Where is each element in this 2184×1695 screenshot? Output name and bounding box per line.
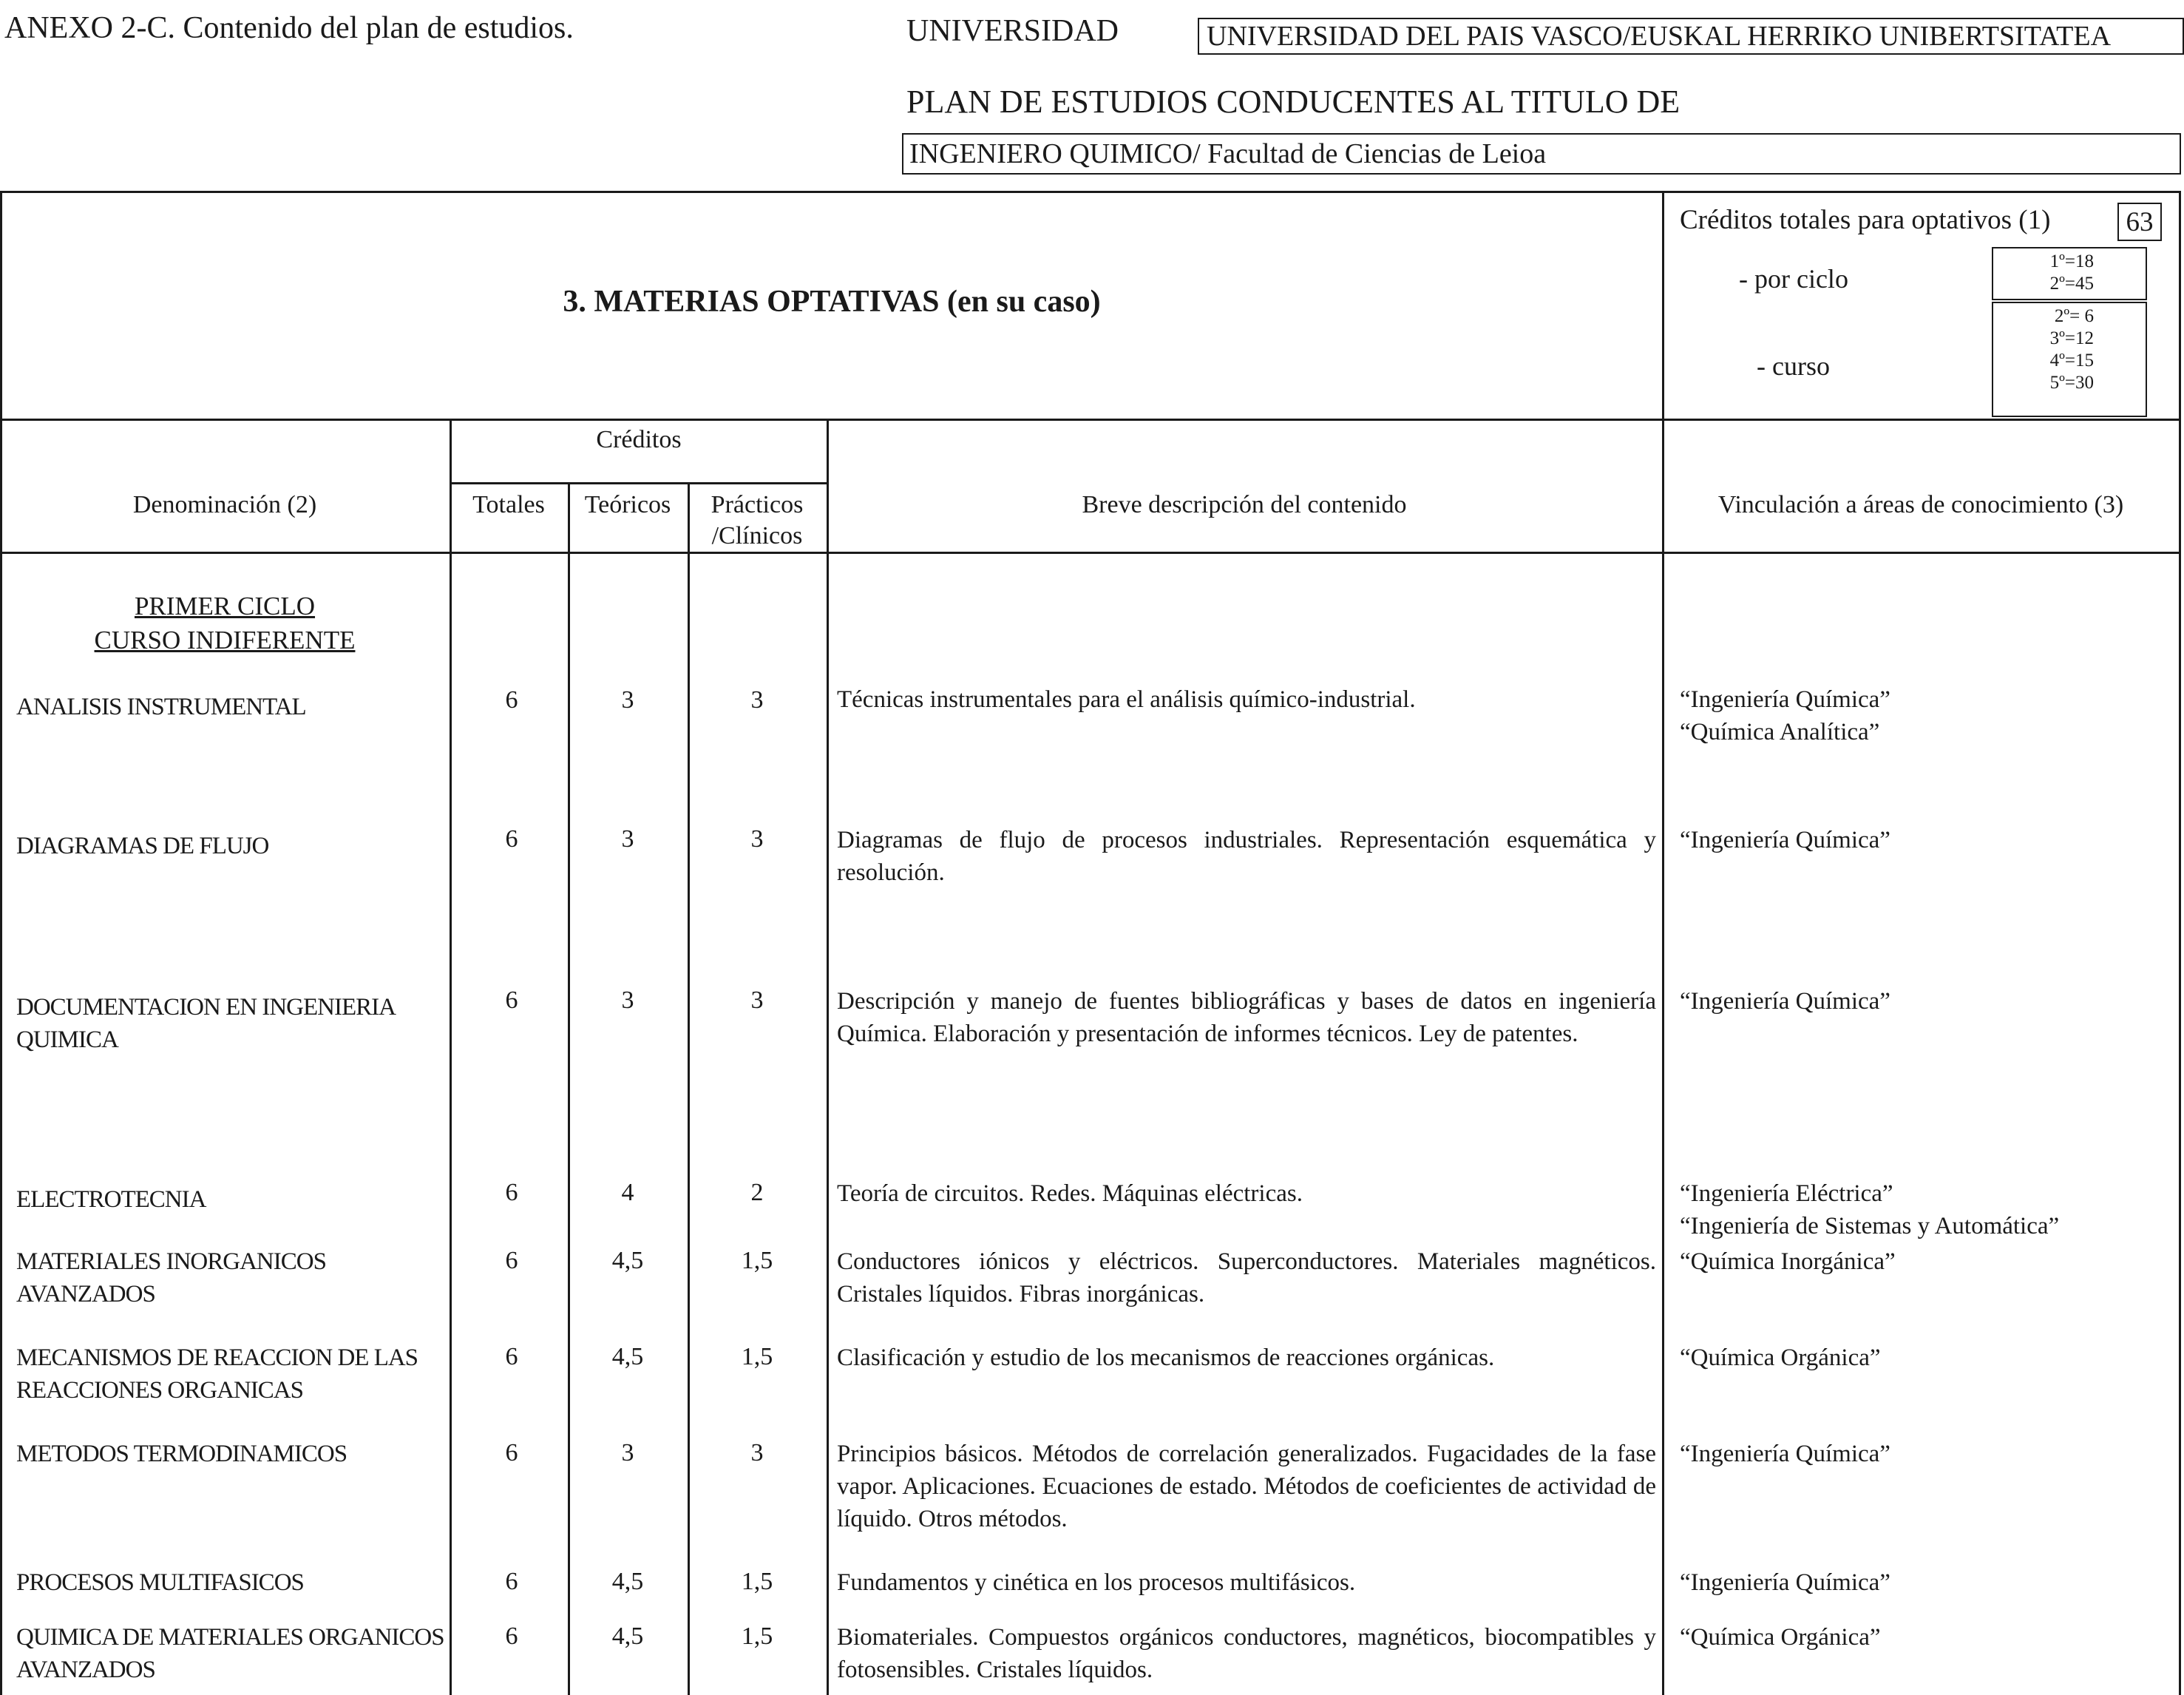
- row-areas: [1680, 1342, 2168, 1374]
- teoricos-col-divider: [568, 482, 570, 1695]
- row-name: ELECTROTECNIA: [16, 1186, 206, 1213]
- row-area: “Ingeniería Eléctrica”: [1680, 1180, 1893, 1207]
- vinculacion-header: Vinculación a áreas de conocimiento (3): [1717, 491, 2124, 518]
- row-totales: 6: [505, 825, 518, 853]
- plan-label: PLAN DE ESTUDIOS CONDUCENTES AL TITULO DE: [906, 84, 1681, 120]
- row-teoricos: 4,5: [611, 1247, 644, 1274]
- per-course-label: - curso: [1757, 351, 1830, 381]
- row-teoricos: 3: [621, 987, 634, 1014]
- row-totales: 6: [505, 987, 518, 1014]
- per-cycle-value: 1º=18: [2049, 251, 2094, 271]
- row-area: “Química Orgánica”: [1680, 1344, 1881, 1371]
- row-teoricos: 4,5: [611, 1623, 644, 1650]
- row-teoricos: 4,5: [611, 1343, 644, 1370]
- row-area: “Química Orgánica”: [1680, 1624, 1881, 1651]
- row-area: “Ingeniería Química”: [1680, 1569, 1890, 1596]
- row-practicos: 3: [750, 1439, 764, 1466]
- section-title: 3. MATERIAS OPTATIVAS (en su caso): [563, 285, 1101, 319]
- row-name: MECANISMOS DE REACCION DE LAS REACCIONES ORGANICAS: [16, 1344, 418, 1404]
- row-descripcion: Diagramas de flujo de procesos industriales. Representación esquemática y resolución.: [837, 827, 1656, 886]
- row-descripcion: Principios básicos. Métodos de correlación generalizados. Fugacidades de la fase vapor. Aplicaciones. Ecuaciones de estado. Métodos de coeficientes de actividad de líquido. Otros métodos.: [837, 1441, 1656, 1532]
- row-totales: 6: [505, 1179, 518, 1206]
- row-practicos: 1,5: [741, 1623, 773, 1650]
- row-totales: 6: [505, 1247, 518, 1274]
- totales-header: Totales: [472, 491, 545, 518]
- row-totales: 6: [505, 1623, 518, 1650]
- row-practicos: 3: [750, 825, 764, 853]
- row-area: “Ingeniería Química”: [1680, 1441, 1890, 1467]
- row-area: “Química Analítica”: [1680, 719, 1880, 745]
- row-teoricos: 3: [621, 686, 634, 714]
- degree-title-value: INGENIERO QUIMICO/ Facultad de Ciencias de Leioa: [902, 133, 2181, 175]
- table-top-border: [0, 191, 2181, 193]
- row-descripcion: Conductores iónicos y eléctricos. Superconductores. Materiales magnéticos. Cristales líquidos. Fibras inorgánicas.: [837, 1248, 1656, 1307]
- per-course-value: 5º=30: [2049, 373, 2094, 393]
- row-areas: [1680, 985, 2168, 1018]
- row-areas: [1680, 1177, 2168, 1242]
- row-areas: [1680, 1245, 2168, 1278]
- row-name: ANALISIS INSTRUMENTAL: [16, 694, 306, 720]
- row-areas: [1680, 1438, 2168, 1470]
- row-areas: [1680, 1566, 2168, 1599]
- university-value: UNIVERSIDAD DEL PAIS VASCO/EUSKAL HERRIKO UNIBERTSITATEA: [1198, 18, 2184, 55]
- row-name: DOCUMENTACION EN INGENIERIA QUIMICA: [16, 994, 395, 1053]
- row-totales: 6: [505, 1343, 518, 1370]
- section-divider: [0, 419, 2181, 421]
- row-descripcion: Descripción y manejo de fuentes bibliográficas y bases de datos en ingeniería Química. Elaboración y presentación de informes técnicos. Ley de patentes.: [837, 988, 1656, 1047]
- annex-title: ANEXO 2-C. Contenido del plan de estudios.: [4, 11, 574, 45]
- row-name: PROCESOS MULTIFASICOS: [16, 1569, 304, 1596]
- cycle-heading: PRIMER CICLO: [134, 592, 316, 620]
- per-cycle-value: 2º=45: [2049, 274, 2094, 294]
- header-bottom-border: [0, 552, 2181, 554]
- row-descripcion: Biomateriales. Compuestos orgánicos conductores, magnéticos, biocompatibles y fotosensibles. Cristales líquidos.: [837, 1624, 1656, 1683]
- row-practicos: 3: [750, 686, 764, 714]
- per-course-value: 3º=12: [2049, 328, 2094, 348]
- descripcion-col-divider: [827, 419, 829, 1695]
- row-areas: [1680, 683, 2168, 748]
- areas-col-divider: [1662, 191, 1664, 1695]
- row-name: DIAGRAMAS DE FLUJO: [16, 833, 269, 859]
- row-practicos: 1,5: [741, 1568, 773, 1595]
- row-practicos: 1,5: [741, 1247, 773, 1274]
- per-cycle-label: - por ciclo: [1739, 264, 1848, 294]
- practicos-header: Prácticos: [711, 491, 804, 518]
- teoricos-header: Teóricos: [584, 491, 671, 518]
- total-credits-label: Créditos totales para optativos (1): [1680, 205, 2051, 235]
- per-course-box: [1992, 302, 2147, 417]
- descripcion-header: Breve descripción del contenido: [1082, 491, 1407, 518]
- total-credits-value: 63: [2117, 203, 2162, 241]
- row-teoricos: 4,5: [611, 1568, 644, 1595]
- creditos-underline: [450, 482, 828, 484]
- course-heading: CURSO INDIFERENTE: [94, 626, 356, 654]
- denominacion-header: Denominación (2): [132, 491, 317, 518]
- creditos-header: Créditos: [596, 426, 682, 453]
- university-label: UNIVERSIDAD: [906, 14, 1119, 48]
- row-descripcion: Técnicas instrumentales para el análisis químico-industrial.: [837, 686, 1416, 713]
- row-teoricos: 3: [621, 825, 634, 853]
- row-descripcion: Teoría de circuitos. Redes. Máquinas eléctricas.: [837, 1180, 1303, 1207]
- row-name: METODOS TERMODINAMICOS: [16, 1441, 347, 1467]
- row-teoricos: 4: [621, 1179, 634, 1206]
- per-cycle-box: [1992, 247, 2147, 300]
- clinicos-header: /Clínicos: [711, 522, 803, 549]
- row-totales: 6: [505, 686, 518, 714]
- row-name: MATERIALES INORGANICOS AVANZADOS: [16, 1248, 326, 1307]
- per-course-value: 2º= 6: [2054, 306, 2094, 326]
- row-area: “Ingeniería Química”: [1680, 827, 1890, 853]
- row-area: “Ingeniería Química”: [1680, 686, 1890, 713]
- row-name: QUIMICA DE MATERIALES ORGANICOS AVANZADOS: [16, 1624, 444, 1683]
- row-descripcion: Clasificación y estudio de los mecanismos de reacciones orgánicas.: [837, 1344, 1495, 1371]
- practicos-col-divider: [688, 482, 690, 1695]
- row-totales: 6: [505, 1568, 518, 1595]
- row-area: “Química Inorgánica”: [1680, 1248, 1896, 1275]
- row-teoricos: 3: [621, 1439, 634, 1466]
- table-left-border: [0, 191, 2, 1695]
- table-right-border: [2179, 191, 2181, 1695]
- row-totales: 6: [505, 1439, 518, 1466]
- row-areas: [1680, 824, 2168, 856]
- row-areas: [1680, 1621, 2168, 1654]
- per-course-value: 4º=15: [2049, 351, 2094, 371]
- row-area: “Ingeniería Química”: [1680, 988, 1890, 1015]
- row-descripcion: Fundamentos y cinética en los procesos multifásicos.: [837, 1569, 1356, 1596]
- row-practicos: 3: [750, 987, 764, 1014]
- row-practicos: 2: [750, 1179, 764, 1206]
- row-area: “Ingeniería de Sistemas y Automática”: [1680, 1213, 2060, 1239]
- row-practicos: 1,5: [741, 1343, 773, 1370]
- totales-col-divider: [450, 419, 452, 1695]
